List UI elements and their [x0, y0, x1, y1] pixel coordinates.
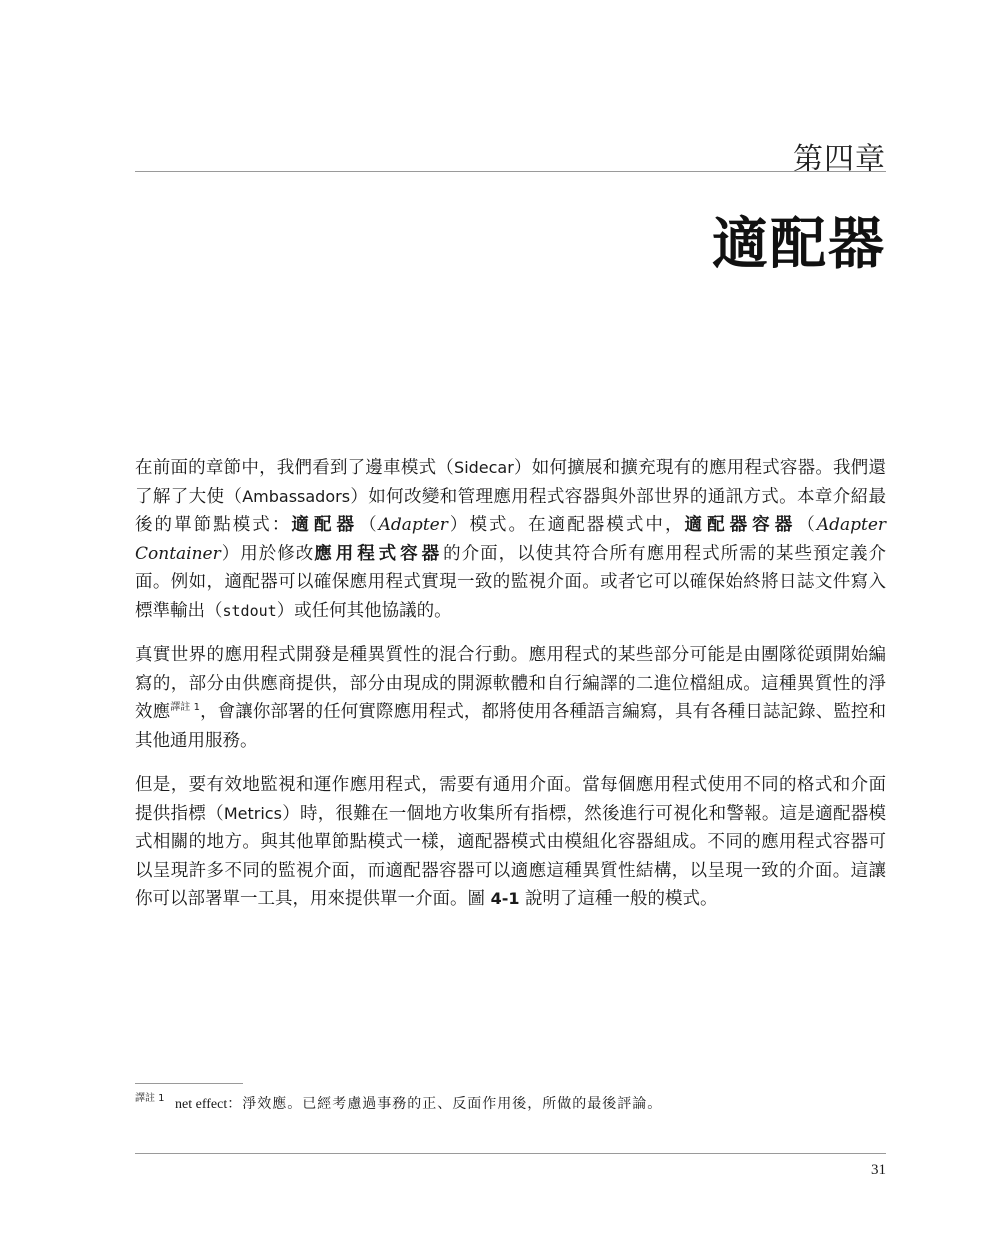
text-run: ）如何改變和管理應用程式容器與外部世界的通訊方式。本章介紹最後的單節點模式：	[135, 486, 887, 535]
text-run: （	[797, 515, 817, 535]
text-run: 說明了這種一般的模式。	[519, 889, 718, 909]
chapter-title: 適配器	[712, 212, 886, 277]
text-run: 的介面，以使其符合所有應用程式所需的某些預定義介面。例如，適配器可以確保應用程式實現一致的監視介面。或者它可以確保始終將日誌文件寫入標準輸出（	[135, 543, 887, 621]
text-run: 但是，要有效地監視和運作應用程式，需要有通用介面。當每個應用程式使用不同的格式和介面提供指標（	[135, 775, 886, 824]
text-run: （	[359, 515, 379, 535]
footnote-divider	[135, 1083, 243, 1084]
term-ambassadors: Ambassadors	[242, 486, 351, 506]
term-adapter-en: Adapter	[378, 515, 448, 535]
text-run: ）用於修改	[220, 543, 315, 564]
paragraph-3	[135, 771, 886, 914]
footnote-text	[175, 1093, 662, 1113]
term-adapter-container: 適配器容器	[684, 515, 798, 535]
text-run: ）時，很難在一個地方收集所有指標，然後進行可視化和警報。這是適配器模式相關的地方。與其他單節點模式一樣，適配器模式由模組化容器組成。不同的應用程式容器可以呈現許多不同的監視介面，而適配器容器可以適應這種異質性結構，以呈現一致的介面。這讓你可以部署單一工具，用來提供單一介面。圖	[135, 803, 887, 909]
chapter-label: 第四章	[793, 142, 886, 177]
footnote-definition: ：淨效應。已經考慮過事務的正、反面作用後，所做的最後評論。	[227, 1096, 663, 1112]
page-number: 31	[871, 1162, 886, 1178]
term-adapter-container-en: Adapter Container	[135, 515, 887, 564]
text-run: 真實世界的應用程式開發是種異質性的混合行動。應用程式的某些部分可能是由團隊從頭開始編寫的，部分由供應商提供，部分由現成的開源軟體和自行編譯的二進位檔組成。這種異質性的淨效應	[135, 645, 886, 722]
text-run: ）如何擴展和擴充現有的應用程式容器。我們還了解了大使（	[135, 458, 887, 507]
term-adapter: 適配器	[291, 515, 360, 535]
body-text	[135, 454, 886, 930]
term-metrics: Metrics	[223, 803, 282, 823]
code-stdout: stdout	[222, 601, 277, 620]
paragraph-1	[135, 454, 886, 625]
footnote-reference[interactable]: 譯註 1	[170, 702, 200, 714]
term-sidecar: Sidecar	[454, 458, 514, 477]
header-divider	[135, 171, 886, 172]
text-run: 在前面的章節中，我們看到了邊車模式（	[135, 458, 455, 478]
term-app-container: 應用程式容器	[314, 543, 444, 564]
figure-reference[interactable]: 4-1	[490, 889, 520, 908]
footer-divider	[135, 1153, 886, 1154]
text-run: ）模式。在適配器模式中，	[447, 515, 685, 535]
paragraph-2	[135, 641, 886, 755]
footnote-marker: 譯註 1	[135, 1093, 165, 1104]
text-run: ，會讓你部署的任何實際應用程式，都將使用各種語言編寫，具有各種日誌記錄、監控和其他通用服務。	[135, 702, 887, 751]
text-run: ）或任何其他協議的。	[276, 600, 452, 621]
footnote-term: net effect	[175, 1097, 228, 1112]
